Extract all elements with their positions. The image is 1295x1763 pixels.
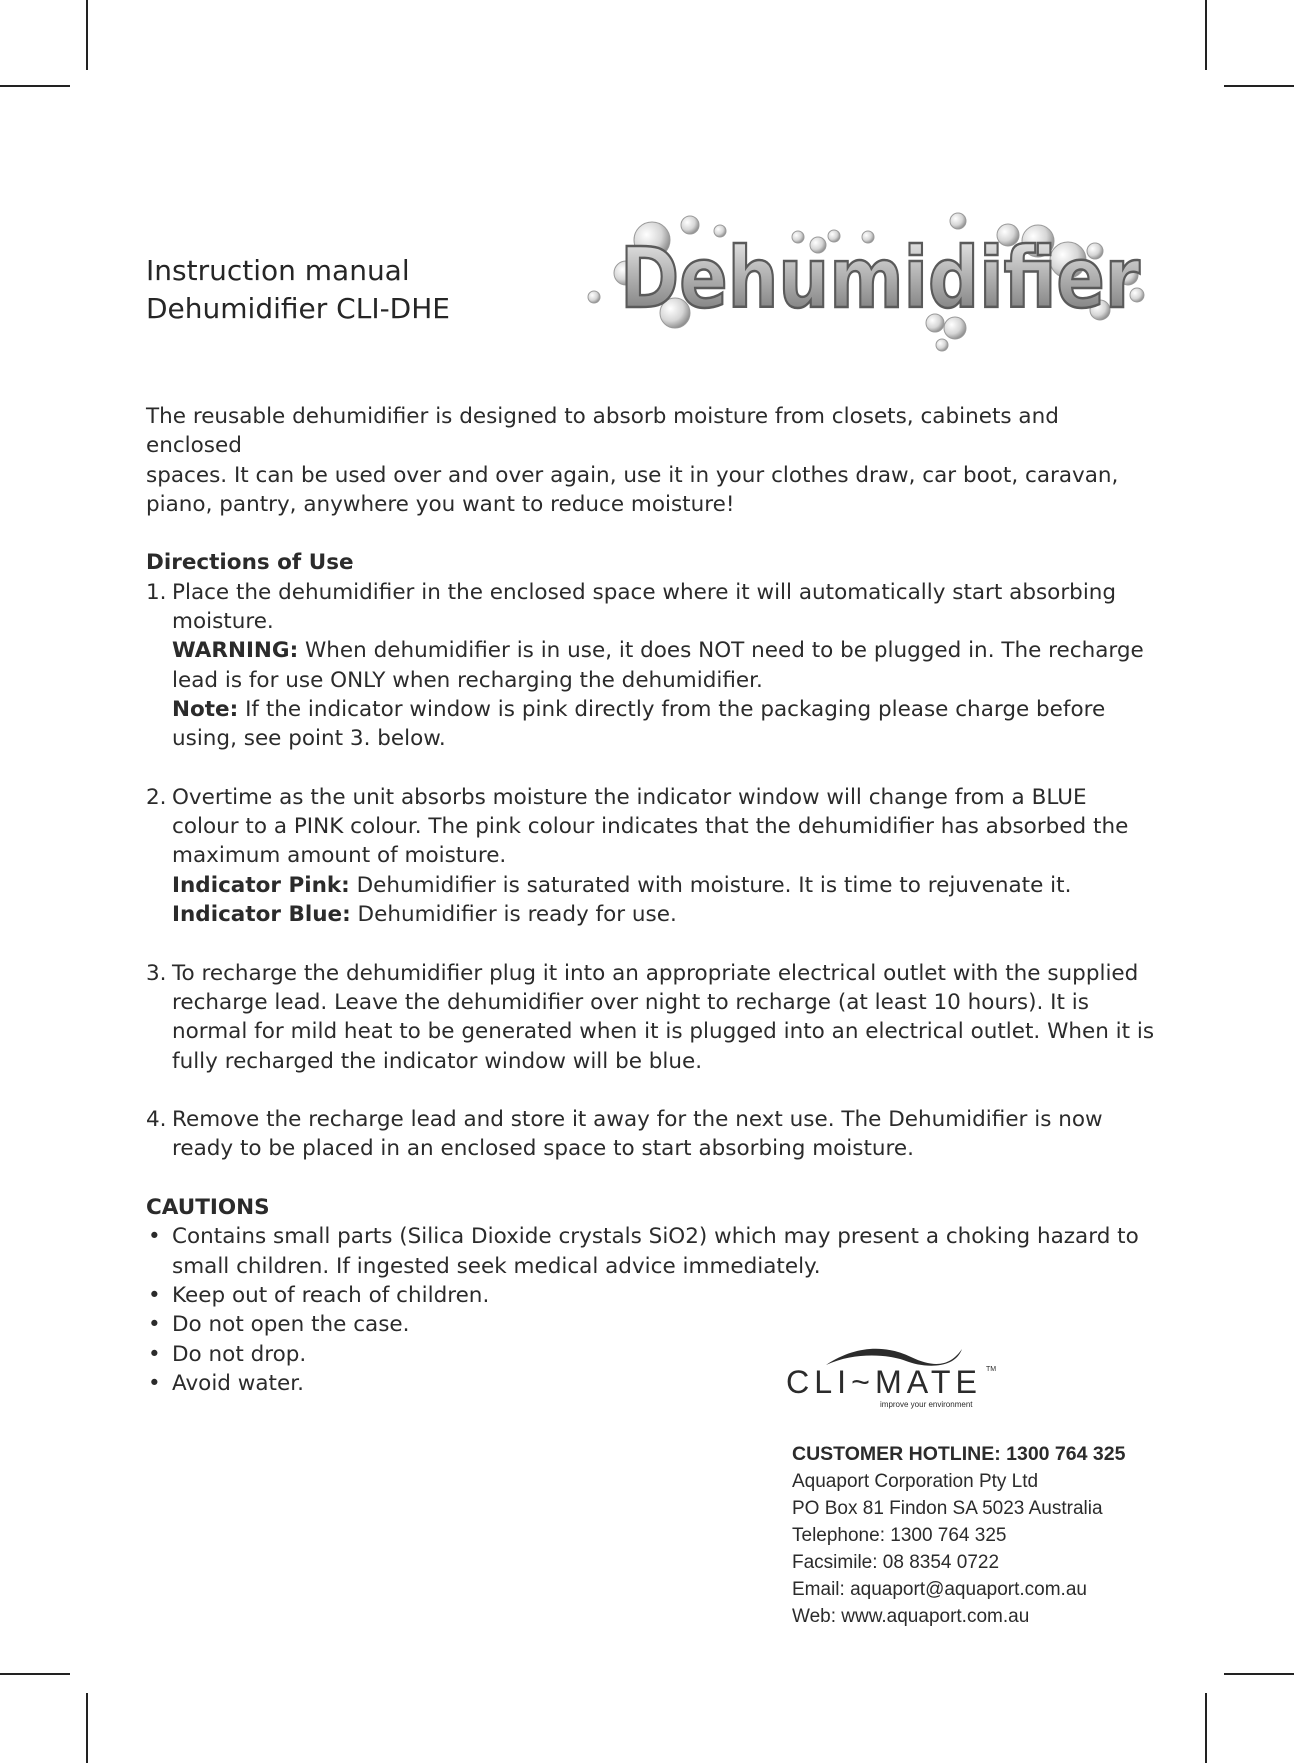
climate-logo bbox=[786, 1343, 1006, 1413]
text-line: Do not drop. bbox=[172, 1341, 307, 1367]
bullet-icon: • bbox=[148, 1224, 161, 1250]
title-line-1: Instruction manual bbox=[146, 254, 410, 287]
text-line: Place the dehumidifier in the enclosed space where it will automatically start absorbing bbox=[172, 579, 1117, 605]
contact-info bbox=[792, 1441, 1125, 1630]
bullet-icon: • bbox=[148, 1370, 161, 1396]
facsimile: Facsimile: 08 8354 0722 bbox=[792, 1552, 1000, 1573]
telephone: Telephone: 1300 764 325 bbox=[792, 1525, 1007, 1546]
text-line: using, see point 3. below. bbox=[172, 726, 446, 752]
text-line: Avoid water. bbox=[172, 1370, 304, 1396]
note-label: Note: bbox=[172, 696, 239, 722]
email: Email: aquaport@aquaport.com.au bbox=[792, 1579, 1087, 1600]
indicator-pink-line bbox=[172, 871, 1156, 900]
warning-text: When dehumidifier is in use, it does NOT need to be plugged in. The recharge bbox=[298, 638, 1144, 664]
manual-body bbox=[146, 402, 1156, 1398]
caution-item bbox=[146, 1222, 1156, 1281]
text-line: ready to be placed in an enclosed space to start absorbing moisture. bbox=[172, 1136, 914, 1162]
text-line: lead is for use ONLY when recharging the dehumidifier. bbox=[172, 667, 763, 693]
item-number: 2. bbox=[146, 784, 167, 810]
bullet-icon: • bbox=[148, 1312, 161, 1338]
warning-line bbox=[172, 636, 1156, 665]
brand-tm: TM bbox=[986, 1366, 997, 1373]
website: Web: www.aquaport.com.au bbox=[792, 1606, 1030, 1627]
direction-item-4 bbox=[146, 1105, 1156, 1164]
item-number: 4. bbox=[146, 1107, 167, 1133]
crop-mark bbox=[86, 0, 88, 70]
text-line: The reusable dehumidifier is designed to absorb moisture from closets, cabinets and enclosed bbox=[146, 404, 1059, 459]
caution-item bbox=[146, 1310, 1156, 1339]
text-line: Keep out of reach of children. bbox=[172, 1282, 490, 1308]
text-line: Overtime as the unit absorbs moisture the indicator window will change from a BLUE bbox=[172, 784, 1087, 810]
crop-mark bbox=[86, 1693, 88, 1763]
text-line: piano, pantry, anywhere you want to reduce moisture! bbox=[146, 491, 735, 517]
postal-address: PO Box 81 Findon SA 5023 Australia bbox=[792, 1498, 1103, 1519]
note-text: If the indicator window is pink directly from the packaging please charge before bbox=[238, 696, 1106, 722]
text-line: Remove the recharge lead and store it away for the next use. The Dehumidifier is now bbox=[172, 1107, 1103, 1133]
text-line: normal for mild heat to be generated when it is plugged into an electrical outlet. When it is bbox=[172, 1019, 1155, 1045]
bullet-icon: • bbox=[148, 1282, 161, 1308]
company-name: Aquaport Corporation Pty Ltd bbox=[792, 1471, 1039, 1492]
logo-text: Dehumidifier bbox=[620, 229, 1141, 327]
caution-item bbox=[146, 1281, 1156, 1310]
direction-item-2 bbox=[146, 783, 1156, 929]
crop-mark bbox=[1205, 1693, 1207, 1763]
indicator-blue-text: Dehumidifier is ready for use. bbox=[350, 902, 677, 928]
item-number: 1. bbox=[146, 579, 167, 605]
warning-label: WARNING: bbox=[172, 638, 299, 664]
text-line: To recharge the dehumidifier plug it into an appropriate electrical outlet with the supplied bbox=[172, 960, 1139, 986]
text-line: maximum amount of moisture. bbox=[172, 843, 507, 869]
crop-mark bbox=[1205, 0, 1207, 70]
indicator-blue-line bbox=[172, 900, 1156, 929]
crop-mark bbox=[1224, 1673, 1294, 1675]
text-line: fully recharged the indicator window will be blue. bbox=[172, 1048, 703, 1074]
brand-tagline: improve your environment bbox=[880, 1400, 973, 1409]
crop-mark bbox=[0, 85, 70, 87]
crop-mark bbox=[0, 1673, 70, 1675]
cautions-heading: CAUTIONS bbox=[146, 1195, 270, 1221]
direction-item-1 bbox=[146, 578, 1156, 754]
indicator-blue-label: Indicator Blue: bbox=[172, 902, 351, 928]
brand-name: CLI~MATE bbox=[786, 1364, 982, 1400]
document-title bbox=[146, 252, 450, 328]
directions-heading: Directions of Use bbox=[146, 550, 354, 576]
note-line bbox=[172, 695, 1156, 724]
title-line-2: Dehumidifier CLI-DHE bbox=[146, 292, 450, 325]
indicator-pink-label: Indicator Pink: bbox=[172, 872, 350, 898]
text-line: Do not open the case. bbox=[172, 1312, 410, 1338]
text-line: moisture. bbox=[172, 609, 274, 635]
item-number: 3. bbox=[146, 960, 167, 986]
text-line: small children. If ingested seek medical advice immediately. bbox=[172, 1253, 821, 1279]
customer-hotline: CUSTOMER HOTLINE: 1300 764 325 bbox=[792, 1443, 1126, 1465]
indicator-pink-text: Dehumidifier is saturated with moisture. It is time to rejuvenate it. bbox=[349, 872, 1072, 898]
text-line: colour to a PINK colour. The pink colour indicates that the dehumidifier has absorbed the bbox=[172, 814, 1129, 840]
dehumidifier-logo bbox=[580, 205, 1160, 360]
text-line: Contains small parts (Silica Dioxide crystals SiO2) which may present a choking hazard to bbox=[172, 1224, 1139, 1250]
direction-item-3 bbox=[146, 959, 1156, 1076]
text-line: recharge lead. Leave the dehumidifier over night to recharge (at least 10 hours). It is bbox=[172, 989, 1089, 1015]
text-line: spaces. It can be used over and over again, use it in your clothes draw, car boot, caravan, bbox=[146, 462, 1119, 488]
intro-paragraph bbox=[146, 402, 1156, 519]
bullet-icon: • bbox=[148, 1341, 161, 1367]
crop-mark bbox=[1224, 85, 1294, 87]
